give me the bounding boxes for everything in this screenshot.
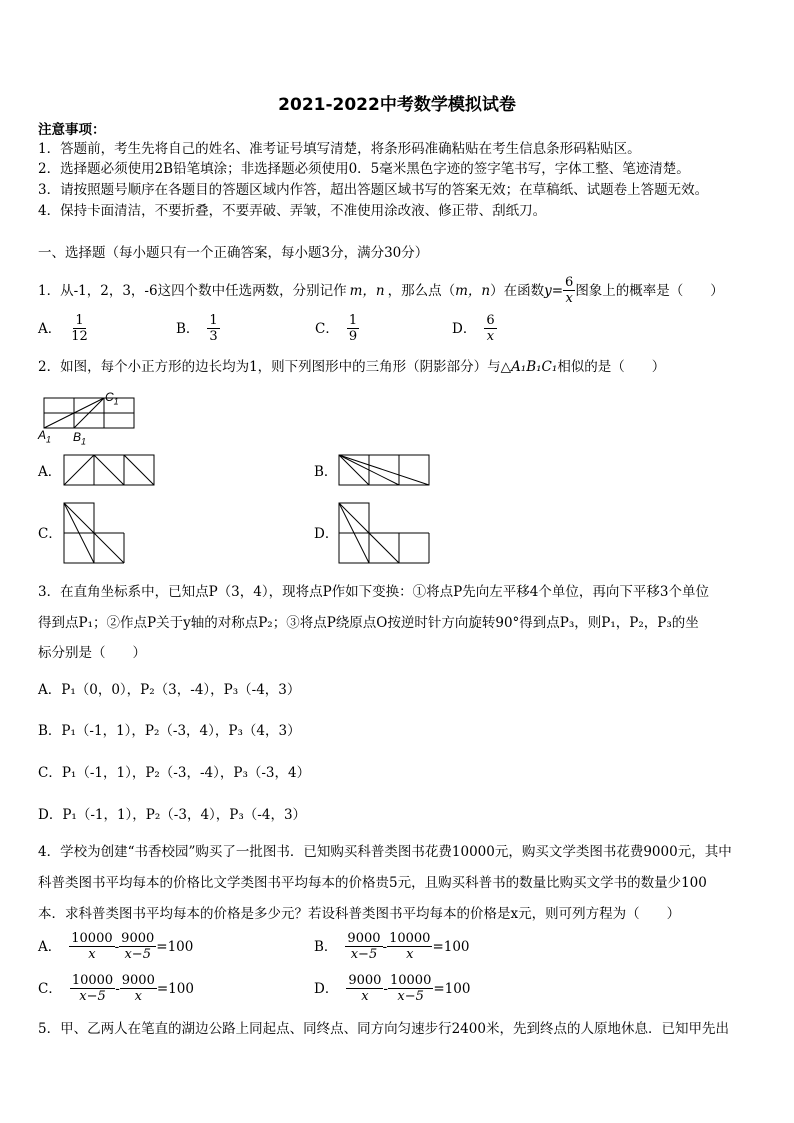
label-c1: $C_1$ [105, 390, 119, 407]
notice-item: 3．请按照题号顺序在各题目的答题区域内作答，超出答题区域书写的答案无效；在草稿纸、试题卷上答题无效。 [38, 182, 709, 198]
q1-vars: m，n [349, 282, 385, 299]
q1-stem-a: 1．从-1，2，3，-6这四个数中任选两数，分别记作 [38, 282, 347, 299]
label-b1: $B_1$ [73, 430, 87, 447]
q2-option-c-figure[interactable] [64, 503, 126, 563]
label-a1: $A_1$ [38, 428, 52, 445]
q1-stem-c: ）在函数 [490, 282, 545, 299]
question-3-line2: 得到点P₁；②作点P关于y轴的对称点P₂；③将点P绕原点O按逆时针方向旋转90°得到点P₃，则P₁，P₂，P₃的坐 [38, 615, 699, 631]
q2-option-c[interactable]: C． [38, 526, 62, 542]
q3-option-c[interactable]: C．P₁（-1，1），P₂（-3，-4），P₃（-3，4） [38, 765, 311, 781]
notice-item: 4．保持卡面清洁，不要折叠，不要弄破、弄皱，不准使用涂改液、修正带、刮纸刀。 [38, 203, 547, 219]
q1-option-c[interactable]: C． $\frac{1}{9}$ [315, 313, 358, 344]
question-3-line3: 标分别是（ ） [38, 645, 146, 661]
q4-option-d[interactable]: D． $\frac{9000}{x}$ - $\frac{10000}{x-5}$ =100 [314, 973, 471, 1004]
question-4-line3: 本．求科普类图书平均每本的价格是多少元？若设科普类图书平均每本的价格是x元，则可列方程为（ ） [38, 906, 681, 922]
q4-option-b[interactable]: B． $\frac{9000}{x-5}$ - $\frac{10000}{x}$ =100 [314, 931, 470, 962]
question-1-stem [38, 275, 724, 306]
question-4-line1: 4．学校为创建“书香校园”购买了一批图书．已知购买科普类图书花费10000元，购买文学类图书花费9000元，其中 [38, 844, 732, 860]
q2-option-d-figure[interactable] [339, 503, 431, 563]
question-5-line1: 5．甲、乙两人在笔直的湖边公路上同起点、同终点、同方向匀速步行2400米，先到终点的人原地休息．已知甲先出 [38, 1021, 729, 1037]
q2-option-b[interactable]: B． [314, 464, 338, 480]
q1-func-lhs: y= [544, 282, 564, 299]
notice-item: 1．答题前，考生先将自己的姓名、准考证号填写清楚，将条形码准确粘贴在考生信息条形码粘贴区。 [38, 141, 641, 157]
q2-reference-figure [44, 398, 144, 428]
notice-item: 2．选择题必须使用2B铅笔填涂；非选择题必须使用0．5毫米黑色字迹的签字笔书写，字体工整、笔迹清楚。 [38, 161, 690, 177]
q3-option-d[interactable]: D．P₁（-1，1），P₂（-3，4），P₃（-4，3） [38, 807, 307, 823]
q3-option-a[interactable]: A．P₁（0，0），P₂（3，-4），P₃（-4，3） [38, 682, 301, 698]
q2-triangle: A₁B₁C₁ [511, 359, 558, 375]
page-title: 2021-2022中考数学模拟试卷 [278, 95, 516, 115]
q3-option-b[interactable]: B．P₁（-1，1），P₂（-3，4），P₃（4，3） [38, 723, 301, 739]
q2-option-a-figure[interactable] [64, 455, 156, 485]
q2-option-a[interactable]: A． [38, 464, 62, 480]
q4-option-c[interactable]: C． $\frac{10000}{x-5}$ - $\frac{9000}{x}$ =100 [38, 973, 194, 1004]
q1-point: m，n [455, 282, 491, 299]
question-3-line1: 3．在直角坐标系中，已知点P（3，4），现将点P作如下变换：①将点P先向左平移4个单位，再向下平移3个单位 [38, 584, 709, 600]
q1-stem-b: ，那么点（ [387, 282, 456, 299]
q1-option-b[interactable]: B． $\frac{1}{3}$ [176, 313, 218, 344]
q2-option-b-figure[interactable] [339, 455, 431, 485]
q1-func-fraction: $\frac{6}{x}$ [565, 275, 574, 306]
question-4-line2: 科普类图书平均每本的价格比文学类图书平均每本的价格贵5元，且购买科普书的数量比购买文学书的数量少100 [38, 875, 707, 891]
q2-option-d[interactable]: D． [314, 526, 339, 542]
q4-option-a[interactable]: A． $\frac{10000}{x}$ - $\frac{9000}{x-5}$ =100 [38, 931, 194, 962]
question-2-stem: 2．如图，每个小正方形的边长均为1，则下列图形中的三角形（阴影部分）与△ A₁B₁C₁ 相似的是（ ） [38, 359, 666, 375]
q1-option-a[interactable]: A． $\frac{1}{12}$ [38, 313, 88, 344]
notice-heading: 注意事项： [38, 122, 106, 138]
section-heading: 一、选择题（每小题只有一个正确答案，每小题3分，满分30分） [38, 245, 429, 261]
q1-option-d[interactable]: D． $\frac{6}{x}$ [452, 313, 495, 344]
q1-stem-d: 图象上的概率是（ ） [575, 282, 724, 299]
